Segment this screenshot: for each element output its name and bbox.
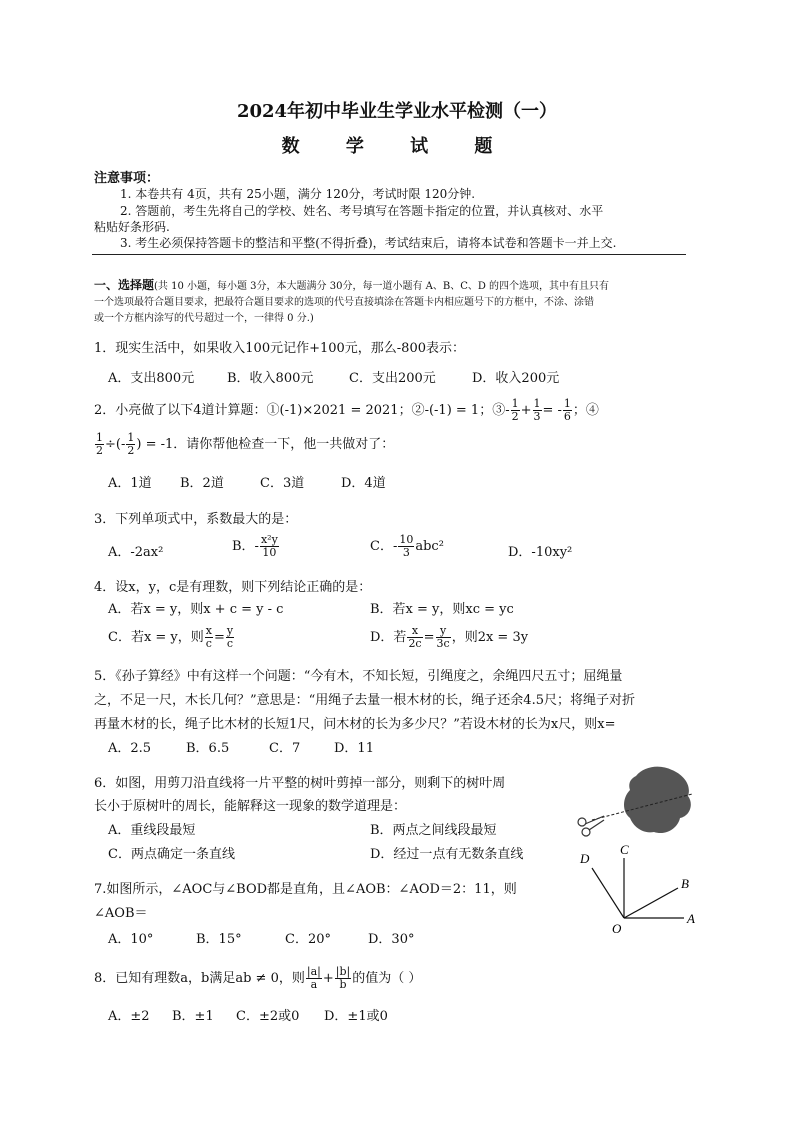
fraction-den: 3 bbox=[533, 410, 541, 423]
fraction-num: x bbox=[407, 625, 422, 638]
question-2-stem bbox=[94, 398, 599, 423]
q8-text: + bbox=[322, 971, 334, 986]
q8-option-d: D．±1或0 bbox=[324, 1009, 388, 1024]
fraction bbox=[563, 398, 572, 423]
question-4-stem: 4．设x，y，c是有理数，则下列结论正确的是： bbox=[94, 580, 372, 595]
q7-option-c: C．20° bbox=[285, 932, 331, 947]
question-5-stem: 之，不足一尺，木长几何？”意思是：“用绳子去量一根木材的长，绳子还余4.5尺；将绳子对折 bbox=[94, 693, 635, 708]
q4-text: = bbox=[214, 630, 225, 645]
fraction-num: y bbox=[436, 625, 451, 638]
notice-item: 1. 本卷共有 4页，共有 25小题，满分 120分，考试时限 120分钟. bbox=[120, 187, 476, 201]
notice-item: 3. 考生必须保持答题卡的整洁和平整(不得折叠)，考试结束后，请将本试卷和答题卡一并上交. bbox=[120, 236, 617, 250]
q2-text: = - bbox=[542, 403, 562, 418]
q5-option-a: A．2.5 bbox=[108, 741, 152, 756]
fraction-den: 3 bbox=[402, 546, 410, 559]
q6-option-a: A．重线段最短 bbox=[108, 823, 196, 838]
fraction-num: 10 bbox=[399, 533, 414, 546]
label-c: C bbox=[620, 842, 629, 857]
fraction-den: 2c bbox=[408, 637, 422, 650]
fraction bbox=[95, 432, 104, 457]
q8-option-a: A．±2 bbox=[108, 1009, 150, 1024]
fraction-num: 1 bbox=[533, 397, 541, 410]
q3-option-a: A．-2ax² bbox=[108, 545, 164, 560]
notice-item: 2. 答题前，考生先将自己的学校、姓名、考号填写在答题卡指定的位置，并认真核对、水平 bbox=[120, 204, 604, 218]
divider bbox=[92, 254, 686, 255]
fraction bbox=[260, 534, 279, 559]
label-o: O bbox=[612, 921, 622, 936]
label-a: A bbox=[687, 911, 695, 926]
q1-option-c: C．支出200元 bbox=[349, 371, 436, 386]
fraction-den: c bbox=[226, 637, 234, 650]
fraction-num: 1 bbox=[96, 431, 103, 444]
q4-option-b: B．若x = y，则xc = yc bbox=[370, 602, 514, 617]
section-desc: (共 10 小题，每小题 3分，本大题满分 30分，每一道小题有 A、B、C、D 的四个选项，其中有且只有 bbox=[154, 281, 610, 292]
q7-option-d: D．30° bbox=[368, 932, 415, 947]
q1-option-a: A．支出800元 bbox=[108, 371, 195, 386]
q6-option-d: D．经过一点有无数条直线 bbox=[370, 847, 524, 862]
fraction-den: a bbox=[310, 978, 318, 991]
fraction-num: 1 bbox=[563, 397, 571, 410]
page-subtitle: 数 学 试 题 bbox=[281, 136, 513, 157]
q2-option-a: A．1道 bbox=[108, 476, 152, 491]
q4-text: C．若x = y，则 bbox=[108, 630, 204, 645]
question-5-stem: 再量木材的长，绳子比木材的长短1尺，问木材的长为多少尺？”若设木材的长为x尺，则x= bbox=[94, 717, 616, 732]
fraction bbox=[398, 534, 414, 559]
fraction-den: b bbox=[339, 978, 347, 991]
q4-text: D．若 bbox=[370, 630, 407, 645]
fraction-den: 2 bbox=[96, 444, 103, 457]
fraction bbox=[511, 398, 520, 423]
q4-text: = bbox=[423, 630, 435, 645]
fraction-den: 2 bbox=[127, 444, 135, 457]
q3-text: C．- bbox=[370, 539, 398, 554]
fraction bbox=[407, 625, 422, 650]
q7-option-b: B．15° bbox=[196, 932, 242, 947]
question-6-stem: 6．如图，用剪刀沿直线将一片平整的树叶剪掉一部分，则剩下的树叶周 bbox=[94, 776, 506, 791]
scissors-icon bbox=[578, 816, 604, 836]
fraction-num: |a| bbox=[306, 965, 321, 978]
q4-text: ，则2x = 3y bbox=[451, 630, 529, 645]
question-6-stem: 长小于原树叶的周长，能解释这一现象的数学道理是： bbox=[94, 799, 407, 814]
section-intro bbox=[94, 276, 609, 293]
q8-option-c: C．±2或0 bbox=[236, 1009, 300, 1024]
fraction-num: 1 bbox=[127, 431, 135, 444]
q2-text: 2．小亮做了以下4道计算题：①(-1)×2021 = 2021；②-(-1) = 1；③- bbox=[94, 403, 510, 418]
q3-option-c bbox=[370, 534, 444, 559]
q3-option-d: D．-10xy² bbox=[508, 545, 573, 560]
notice-item: 粘贴好条形码. bbox=[94, 220, 170, 234]
fraction-den: 6 bbox=[563, 410, 571, 423]
section-desc: 一个选项最符合题目要求，把最符合题目要求的选项的代号直接填涂在答题卡内相应题号下的方框中，不涂、涂错 bbox=[94, 297, 594, 308]
q2-option-c: C．3道 bbox=[260, 476, 305, 491]
fraction-num: |b| bbox=[335, 965, 351, 978]
q2-option-b: B．2道 bbox=[180, 476, 224, 491]
q1-option-b: B．收入800元 bbox=[227, 371, 314, 386]
label-b: B bbox=[681, 876, 689, 891]
fraction-num: x²y bbox=[260, 533, 278, 546]
angle-figure bbox=[574, 838, 704, 938]
question-7-stem: 7.如图所示，∠AOC与∠BOD都是直角，且∠AOB：∠AOD＝2：11，则 bbox=[94, 882, 517, 897]
ray-od bbox=[592, 868, 624, 918]
fraction-num: x bbox=[205, 624, 212, 637]
q2-text: ；④ bbox=[572, 403, 599, 418]
q1-option-d: D．收入200元 bbox=[472, 371, 560, 386]
question-2-stem-cont bbox=[94, 432, 394, 457]
section-heading: 一、选择题 bbox=[94, 278, 155, 292]
fraction bbox=[306, 966, 322, 991]
q6-option-b: B．两点之间线段最短 bbox=[370, 823, 497, 838]
q3-text: abc² bbox=[415, 539, 444, 554]
fraction-num: 1 bbox=[511, 397, 519, 410]
q8-text: 的值为（ ） bbox=[352, 971, 422, 986]
q4-option-d bbox=[370, 625, 528, 650]
fraction bbox=[335, 966, 351, 991]
q6-option-c: C．两点确定一条直线 bbox=[108, 847, 235, 862]
fraction-den: 3c bbox=[436, 637, 450, 650]
q5-option-d: D．11 bbox=[334, 741, 374, 756]
q8-option-b: B．±1 bbox=[172, 1009, 214, 1024]
fraction-den: 2 bbox=[511, 410, 519, 423]
q3-text: B．- bbox=[232, 539, 259, 554]
q2-text: ÷(- bbox=[105, 437, 126, 452]
fraction bbox=[436, 625, 451, 650]
q5-option-c: C．7 bbox=[269, 741, 301, 756]
fraction-den: 10 bbox=[262, 546, 277, 559]
q4-option-c bbox=[108, 625, 235, 650]
leaf-shape bbox=[624, 767, 691, 833]
label-d: D bbox=[580, 851, 590, 866]
question-1-stem: 1．现实生活中，如果收入100元记作+100元，那么-800表示： bbox=[94, 341, 465, 356]
fraction-num: y bbox=[226, 624, 234, 637]
question-7-stem: ∠AOB＝ bbox=[94, 906, 148, 921]
fraction bbox=[533, 398, 542, 423]
leaf-figure bbox=[574, 762, 704, 840]
q3-option-b bbox=[232, 534, 280, 559]
q8-text: 8．已知有理数a，b满足ab ≠ 0，则 bbox=[94, 971, 305, 986]
q4-option-a: A．若x = y，则x + c = y - c bbox=[108, 602, 284, 617]
fraction bbox=[226, 625, 234, 650]
q2-text: + bbox=[520, 403, 532, 418]
notice-heading: 注意事项： bbox=[94, 171, 160, 186]
section-desc: 或一个方框内涂写的代号超过一个，一律得 0 分.) bbox=[94, 313, 314, 324]
question-8-stem bbox=[94, 966, 421, 991]
q5-option-b: B．6.5 bbox=[186, 741, 230, 756]
page-title: 2024年初中毕业生学业水平检测（一） bbox=[236, 101, 558, 122]
fraction bbox=[205, 625, 213, 650]
fraction bbox=[126, 432, 135, 457]
q2-option-d: D．4道 bbox=[341, 476, 386, 491]
ray-ob bbox=[624, 888, 678, 918]
fraction-den: c bbox=[205, 637, 212, 650]
question-3-stem: 3．下列单项式中，系数最大的是： bbox=[94, 512, 298, 527]
q7-option-a: A．10° bbox=[108, 932, 154, 947]
question-5-stem: 5．《孙子算经》中有这样一个问题：“今有木，不知长短，引绳度之，余绳四尺五寸；屈绳量 bbox=[94, 669, 623, 684]
q2-text: ) = -1．请你帮他检查一下，他一共做对了： bbox=[136, 437, 395, 452]
